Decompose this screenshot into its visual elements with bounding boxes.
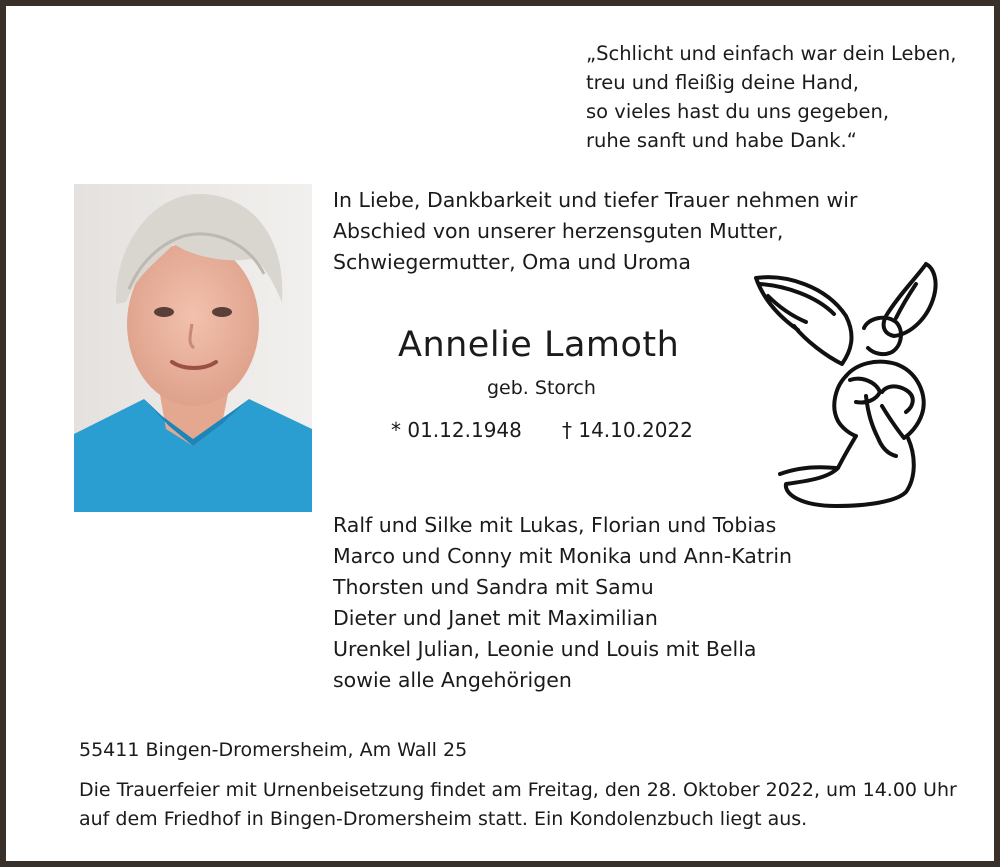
family-list (333, 510, 792, 696)
family-line: Marco und Conny mit Monika und Ann-Katrin (333, 544, 793, 568)
family-line: Ralf und Silke mit Lukas, Florian und Tobias (333, 513, 777, 537)
intro-line: Schwiegermutter, Oma und Uroma (333, 250, 691, 274)
service-line: auf dem Friedhof in Bingen-Dromersheim statt. Ein Kondolenzbuch liegt aus. (79, 808, 808, 830)
family-line: Urenkel Julian, Leonie und Louis mit Bella (333, 637, 757, 661)
maiden-name: geb. Storch (487, 377, 596, 399)
portrait-photo (74, 184, 312, 512)
family-line: Dieter und Janet mit Maximilian (333, 606, 658, 630)
poem-line: treu und fleißig deine Hand, (586, 71, 859, 94)
birth-date: * 01.12.1948 (391, 418, 522, 442)
poem-line: ruhe sanft und habe Dank.“ (586, 129, 857, 152)
death-date: † 14.10.2022 (562, 418, 693, 442)
poem-line: so vieles hast du uns gegeben, (586, 100, 890, 123)
portrait-illustration (74, 184, 312, 512)
poem-line: „Schlicht und einfach war dein Leben, (586, 42, 957, 65)
intro-line: In Liebe, Dankbarkeit und tiefer Trauer nehmen wir (333, 188, 858, 212)
service-info (79, 776, 957, 834)
family-line: sowie alle Angehörigen (333, 668, 572, 692)
service-line: Die Trauerfeier mit Urnenbeisetzung findet am Freitag, den 28. Oktober 2022, um 14.00 Uhr (79, 779, 957, 801)
address: 55411 Bingen-Dromersheim, Am Wall 25 (79, 739, 468, 761)
family-line: Thorsten und Sandra mit Samu (333, 575, 654, 599)
poem (586, 39, 956, 155)
angel-icon (746, 256, 946, 516)
intro-line: Abschied von unserer herzensguten Mutter, (333, 219, 784, 243)
deceased-name: Annelie Lamoth (398, 325, 680, 365)
